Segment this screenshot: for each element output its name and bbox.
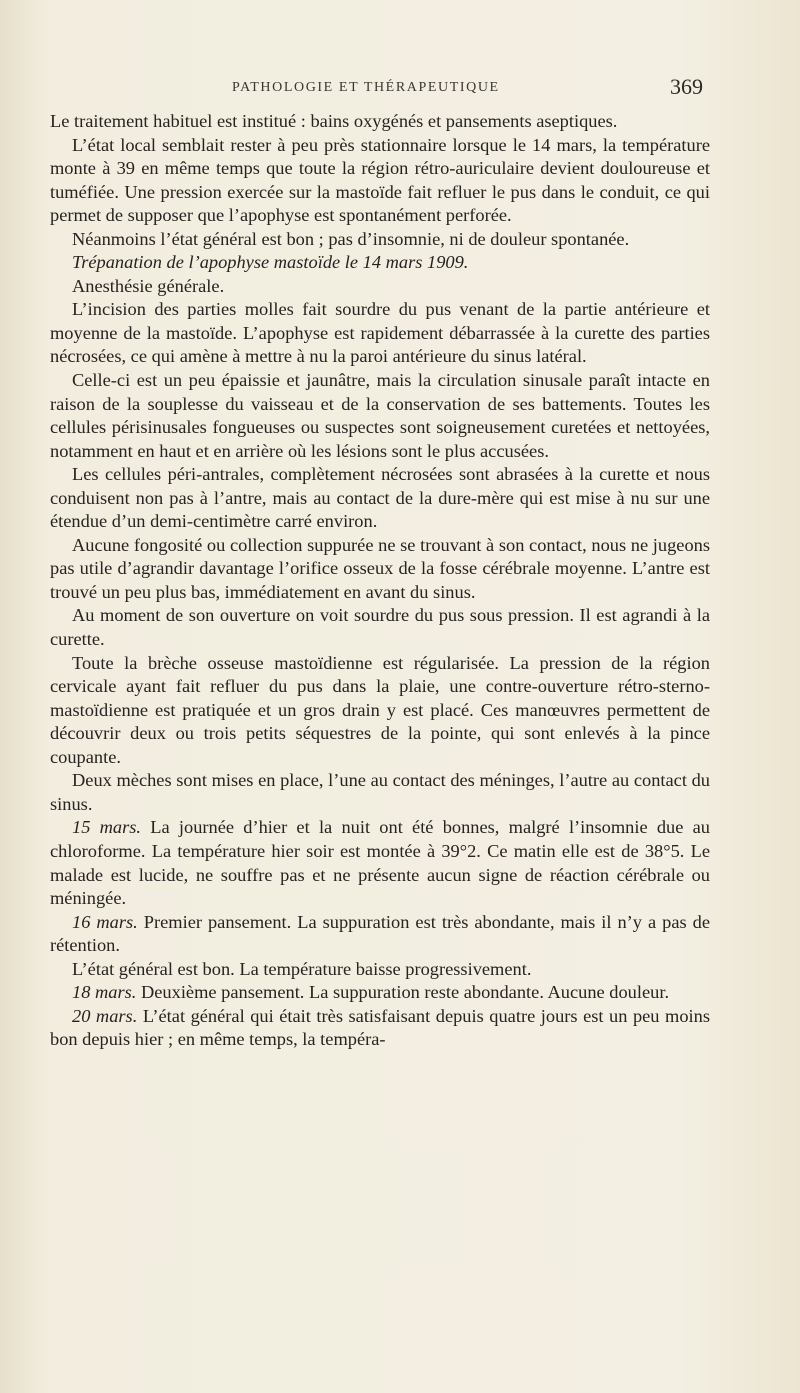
paragraph: Anesthésie générale. bbox=[72, 275, 225, 296]
paragraph: Deux mèches sont mises en place, l’une au contact des méninges, l’autre au contact du sinus. bbox=[50, 770, 710, 814]
running-head: PATHOLOGIE ET THÉRAPEUTIQUE bbox=[232, 80, 500, 95]
paragraph: Celle-ci est un peu épaissie et jaunâtre, mais la circulation sinusale paraît intacte en raison de la souplesse du vaisseau et de la conservation de ses battements. Toutes les cellules périsinusales fongueuses ou suspectes sont soigneusement curetées et nettoyées, notamment en haut et en arrière où les lésions sont le plus accusées. bbox=[50, 370, 710, 461]
dated-entry: 18 mars. Deuxième pansement. La suppuration reste abondante. Aucune douleur. bbox=[72, 982, 670, 1003]
paragraph: Néanmoins l’état général est bon ; pas d’insomnie, ni de douleur spontanée. bbox=[72, 228, 630, 249]
paragraph: Les cellules péri-antrales, complètement nécrosées sont abrasées à la curette et nous conduisent non pas à l’antre, mais au contact de la dure-mère qui est mise à nu sur une étendue d’un demi-centimètre carré environ. bbox=[50, 464, 710, 532]
paragraph: L’incision des parties molles fait sourdre du pus venant de la partie antérieure et moyenne de la mastoïde. L’apophyse est rapidement débarrassée à la curette des parties nécrosées, ce qui amène à mettre à nu la paroi antérieure du sinus latéral. bbox=[50, 299, 710, 367]
paragraph: L’état local semblait rester à peu près stationnaire lorsque le 14 mars, la température monte à 39 en même temps que toute la région rétro-auriculaire devient douloureuse et tuméfiée. Une pression exercée sur la mastoïde fait refluer le pus dans le conduit, ce qui permet de supposer que l’apophyse est spontanément perforée. bbox=[50, 134, 710, 226]
dated-entry: 20 mars. L’état général qui était très satisfaisant depuis quatre jours est un peu moins bon depuis hier ; en même temps, la tempéra- bbox=[50, 1005, 710, 1050]
dated-entry: 16 mars. Premier pansement. La suppuration est très abondante, mais il n’y a pas de rétention. bbox=[50, 911, 710, 956]
operation-heading: Trépanation de l’apophyse mastoïde le 14 mars 1909. bbox=[72, 252, 469, 273]
paragraph: Au moment de son ouverture on voit sourdre du pus sous pression. Il est agrandi à la curette. bbox=[50, 605, 710, 650]
paragraph: L’état général est bon. La température baisse progressivement. bbox=[72, 958, 532, 979]
paragraph: Le traitement habituel est institué : bains oxygénés et pansements aseptiques. bbox=[50, 111, 618, 131]
page-number: 369 bbox=[670, 74, 703, 99]
body-text bbox=[50, 110, 710, 1052]
dated-entry: 15 mars. La journée d’hier et la nuit ont été bonnes, malgré l’insomnie due au chloroforme. La température hier soir est montée à 39°2. Ce matin elle est de 38°5. Le malade est lucide, ne souffre pas et ne présente aucun signe de réaction cérébrale ou méningée. bbox=[50, 817, 710, 909]
paragraph: Aucune fongosité ou collection suppurée ne se trouvant à son contact, nous ne jugeons pas utile d’agrandir davantage l’orifice osseux de la fosse cérébrale moyenne. L’antre est trouvé un peu plus bas, immédiatement en avant du sinus. bbox=[50, 534, 710, 602]
page-header bbox=[0, 74, 800, 102]
paragraph: Toute la brèche osseuse mastoïdienne est régularisée. La pression de la région cervicale ayant fait refluer du pus dans la plaie, une contre-ouverture rétro-sterno-mastoïdienne est pratiquée et un gros drain y est placé. Ces manœuvres permettent de découvrir deux ou trois petits séquestres de la pointe, qui sont enlevés à la pince coupante. bbox=[50, 652, 710, 767]
